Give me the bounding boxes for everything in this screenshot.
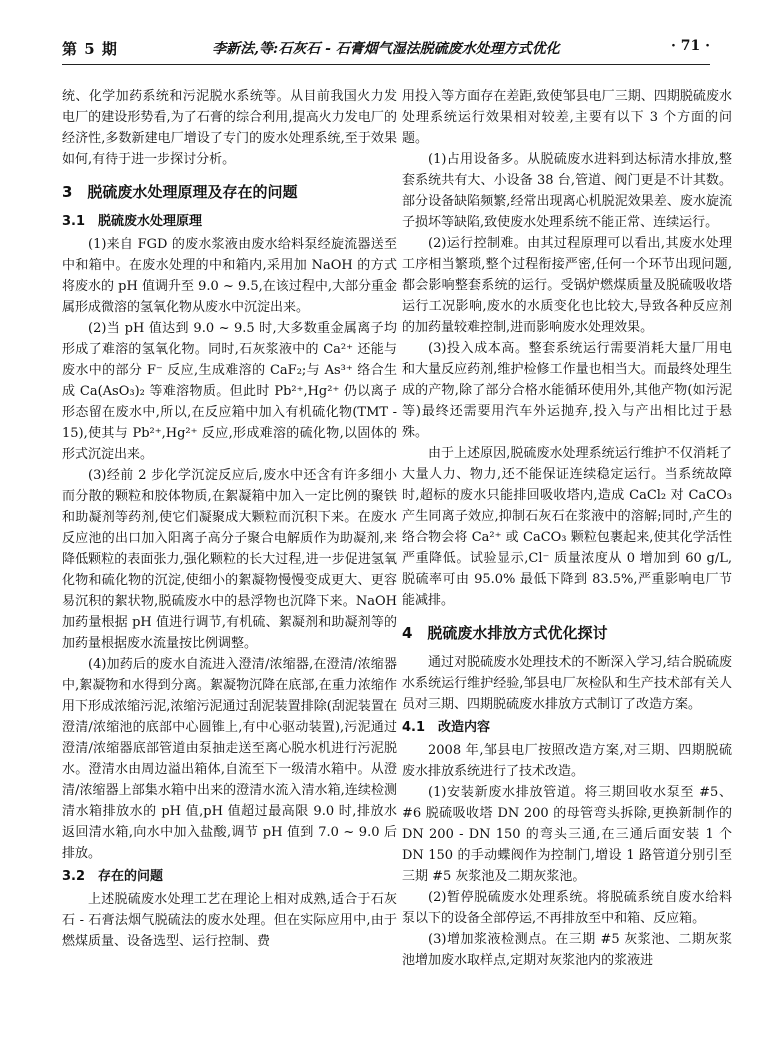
paragraph: (1)来自 FGD 的废水浆液由废水给料泵经旋流器送至中和箱中。在废水处理的中和箱内,采用加 NaOH 的方式将废水的 pH 值调升至 9.0 ~ 9.5,在该过程中,大部分重金属形成微溶的氢氧化物从废水中沉淀出来。: [62, 237, 397, 315]
paragraph: 用投入等方面存在差距,致使邹县电厂三期、四期脱硫废水处理系统运行效果相对较差,主要有以下 3 个方面的问题。: [402, 89, 732, 146]
paragraph: 由于上述原因,脱硫废水处理系统运行维护不仅消耗了大量人力、物力,还不能保证连续稳定运行。当系统故障时,超标的废水只能排回吸收塔内,造成 CaCl₂ 对 CaCO₃ 产生同离子效应,抑制石灰石在浆液中的溶解;同时,产生的络合物会将 Ca²⁺ 或 CaCO₃ 颗粒包裹起来,使其化学活性严重降低。试验显示,Cl⁻ 质量浓度从 0 增加到 60 g/L,脱硫率可由 95.0% 最低下降到 83.5%,严重影响电厂节能减排。: [402, 446, 732, 608]
paragraph: 上述脱硫废水处理工艺在理论上相对成熟,适合于石灰石 - 石膏法烟气脱硫法的废水处理。但在实际应用中,由于燃煤质量、设备选型、运行控制、费: [62, 892, 397, 949]
paragraph: 通过对脱硫废水处理技术的不断深入学习,结合脱硫废水系统运行维护经验,邹县电厂灰检队和生产技术部有关人员对三期、四期脱硫废水排放方式制订了改造方案。: [402, 655, 732, 712]
paragraph: 统、化学加药系统和污泥脱水系统等。从目前我国火力发电厂的建设形势看,为了石膏的综合利用,提高火力发电厂的经济性,多数新建电厂增设了专门的废水处理系统,至于效果如何,有待于进一步探讨分析。: [62, 89, 397, 167]
section-heading-4: 4 脱硫废水排放方式优化探讨: [402, 624, 608, 642]
subsection-heading-4-1: 4.1 改造内容: [402, 720, 491, 735]
paragraph: (1)安装新废水排放管道。将三期回收水泵至 #5、#6 脱硫吸收塔 DN 200 的母管弯头拆除,更换新制作的 DN 200 - DN 150 的弯头三通,在三通后面安装 1 个 DN 150 的手动蝶阀作为控制门,增设 1 路管道分别引至三期 #5 灰浆池及二期灰浆池。: [402, 785, 732, 884]
running-header: [62, 28, 710, 65]
subsection-heading-3-1: 3.1 脱硫废水处理原理: [62, 214, 203, 229]
right-column: [402, 86, 732, 971]
paragraph: (3)经前 2 步化学沉淀反应后,废水中还含有许多细小而分散的颗粒和胶体物质,在絮凝箱中加入一定比例的聚铁和助凝剂等药剂,使它们凝聚成大颗粒而沉积下来。在废水反应池的出口加入阳离子高分子聚合电解质作为助凝剂,来降低颗粒的表面张力,强化颗粒的长大过程,进一步促进氢氧化物和硫化物的沉淀,使细小的絮凝物慢慢变成更大、更容易沉积的絮状物,脱硫废水中的悬浮物也沉降下来。NaOH 加药量根据 pH 值进行调节,有机硫、絮凝剂和助凝剂等的加药量根据废水流量按比例调整。: [62, 468, 397, 651]
running-title: 李新法,等:石灰石 - 石膏烟气湿法脱硫废水处理方式优化: [212, 41, 560, 57]
paragraph: (2)暂停脱硫废水处理系统。将脱硫系统自废水给料泵以下的设备全部停运,不再排放至中和箱、反应箱。: [402, 890, 732, 926]
section-heading-3: 3 脱硫废水处理原理及存在的问题: [62, 183, 298, 201]
paragraph: (3)增加浆液检测点。在三期 #5 灰浆池、二期灰浆池增加废水取样点,定期对灰浆池内的浆液进: [402, 932, 732, 968]
page-number: · 71 ·: [671, 38, 710, 54]
paragraph: (2)运行控制难。由其过程原理可以看出,其废水处理工序相当繁琐,整个过程衔接严密,任何一个环节出现问题,都会影响整套系统的运行。受锅炉燃煤质量及脱硫吸收塔运行工况影响,废水的水质变化也比较大,导致各种反应剂的加药量较难控制,进而影响废水处理效果。: [402, 236, 732, 335]
paragraph: (4)加药后的废水自流进入澄清/浓缩器,在澄清/浓缩器中,絮凝物和水得到分离。絮凝物沉降在底部,在重力浓缩作用下形成浓缩污泥,浓缩污泥通过刮泥装置排除(刮泥装置在澄清/浓缩池的底部中心圆锥上,有中心驱动装置),污泥通过澄清/浓缩器底部管道由泵抽走送至离心脱水机进行污泥脱水。澄清水由周边溢出箱体,自流至下一级清水箱中。从澄清/浓缩器上部集水箱中出来的澄清水流入清水箱,连续检测清水箱排放水的 pH 值,pH 值超过最高限 9.0 时,排放水返回清水箱,向水中加入盐酸,调节 pH 值到 7.0 ~ 9.0 后排放。: [62, 657, 397, 861]
paragraph: (2)当 pH 值达到 9.0 ~ 9.5 时,大多数重金属离子均形成了难溶的氢氧化物。同时,石灰浆液中的 Ca²⁺ 还能与废水中的部分 F⁻ 反应,生成难溶的 CaF₂;与 As³⁺ 络合生成 Ca(AsO₃)₂ 等难溶物质。但此时 Pb²⁺,Hg²⁺ 仍以离子形态留在废水中,所以,在反应箱中加入有机硫化物(TMT - 15),使其与 Pb²⁺,Hg²⁺ 反应,形成难溶的硫化物,以固体的形式沉淀出来。: [62, 321, 397, 462]
paragraph: (3)投入成本高。整套系统运行需要消耗大量厂用电和大量反应药剂,维护检修工作量也相当大。而最终处理生成的产物,除了部分合格水能循环使用外,其他产物(如污泥等)最终还需要用汽车外运抛弃,投入与产出相比过于悬殊。: [402, 341, 732, 440]
paragraph: 2008 年,邹县电厂按照改造方案,对三期、四期脱硫废水排放系统进行了技术改造。: [402, 743, 732, 779]
paragraph: (1)占用设备多。从脱硫废水进料到达标清水排放,整套系统共有大、小设备 38 台,管道、阀门更是不计其数。部分设备缺陷频繁,经常出现离心机脱泥效果差、废水旋流子损坏等缺陷,致使废水处理系统不能正常、连续运行。: [402, 152, 732, 230]
left-column: [62, 86, 397, 952]
subsection-heading-3-2: 3.2 存在的问题: [62, 869, 164, 884]
issue-number: 第 5 期: [62, 40, 118, 58]
